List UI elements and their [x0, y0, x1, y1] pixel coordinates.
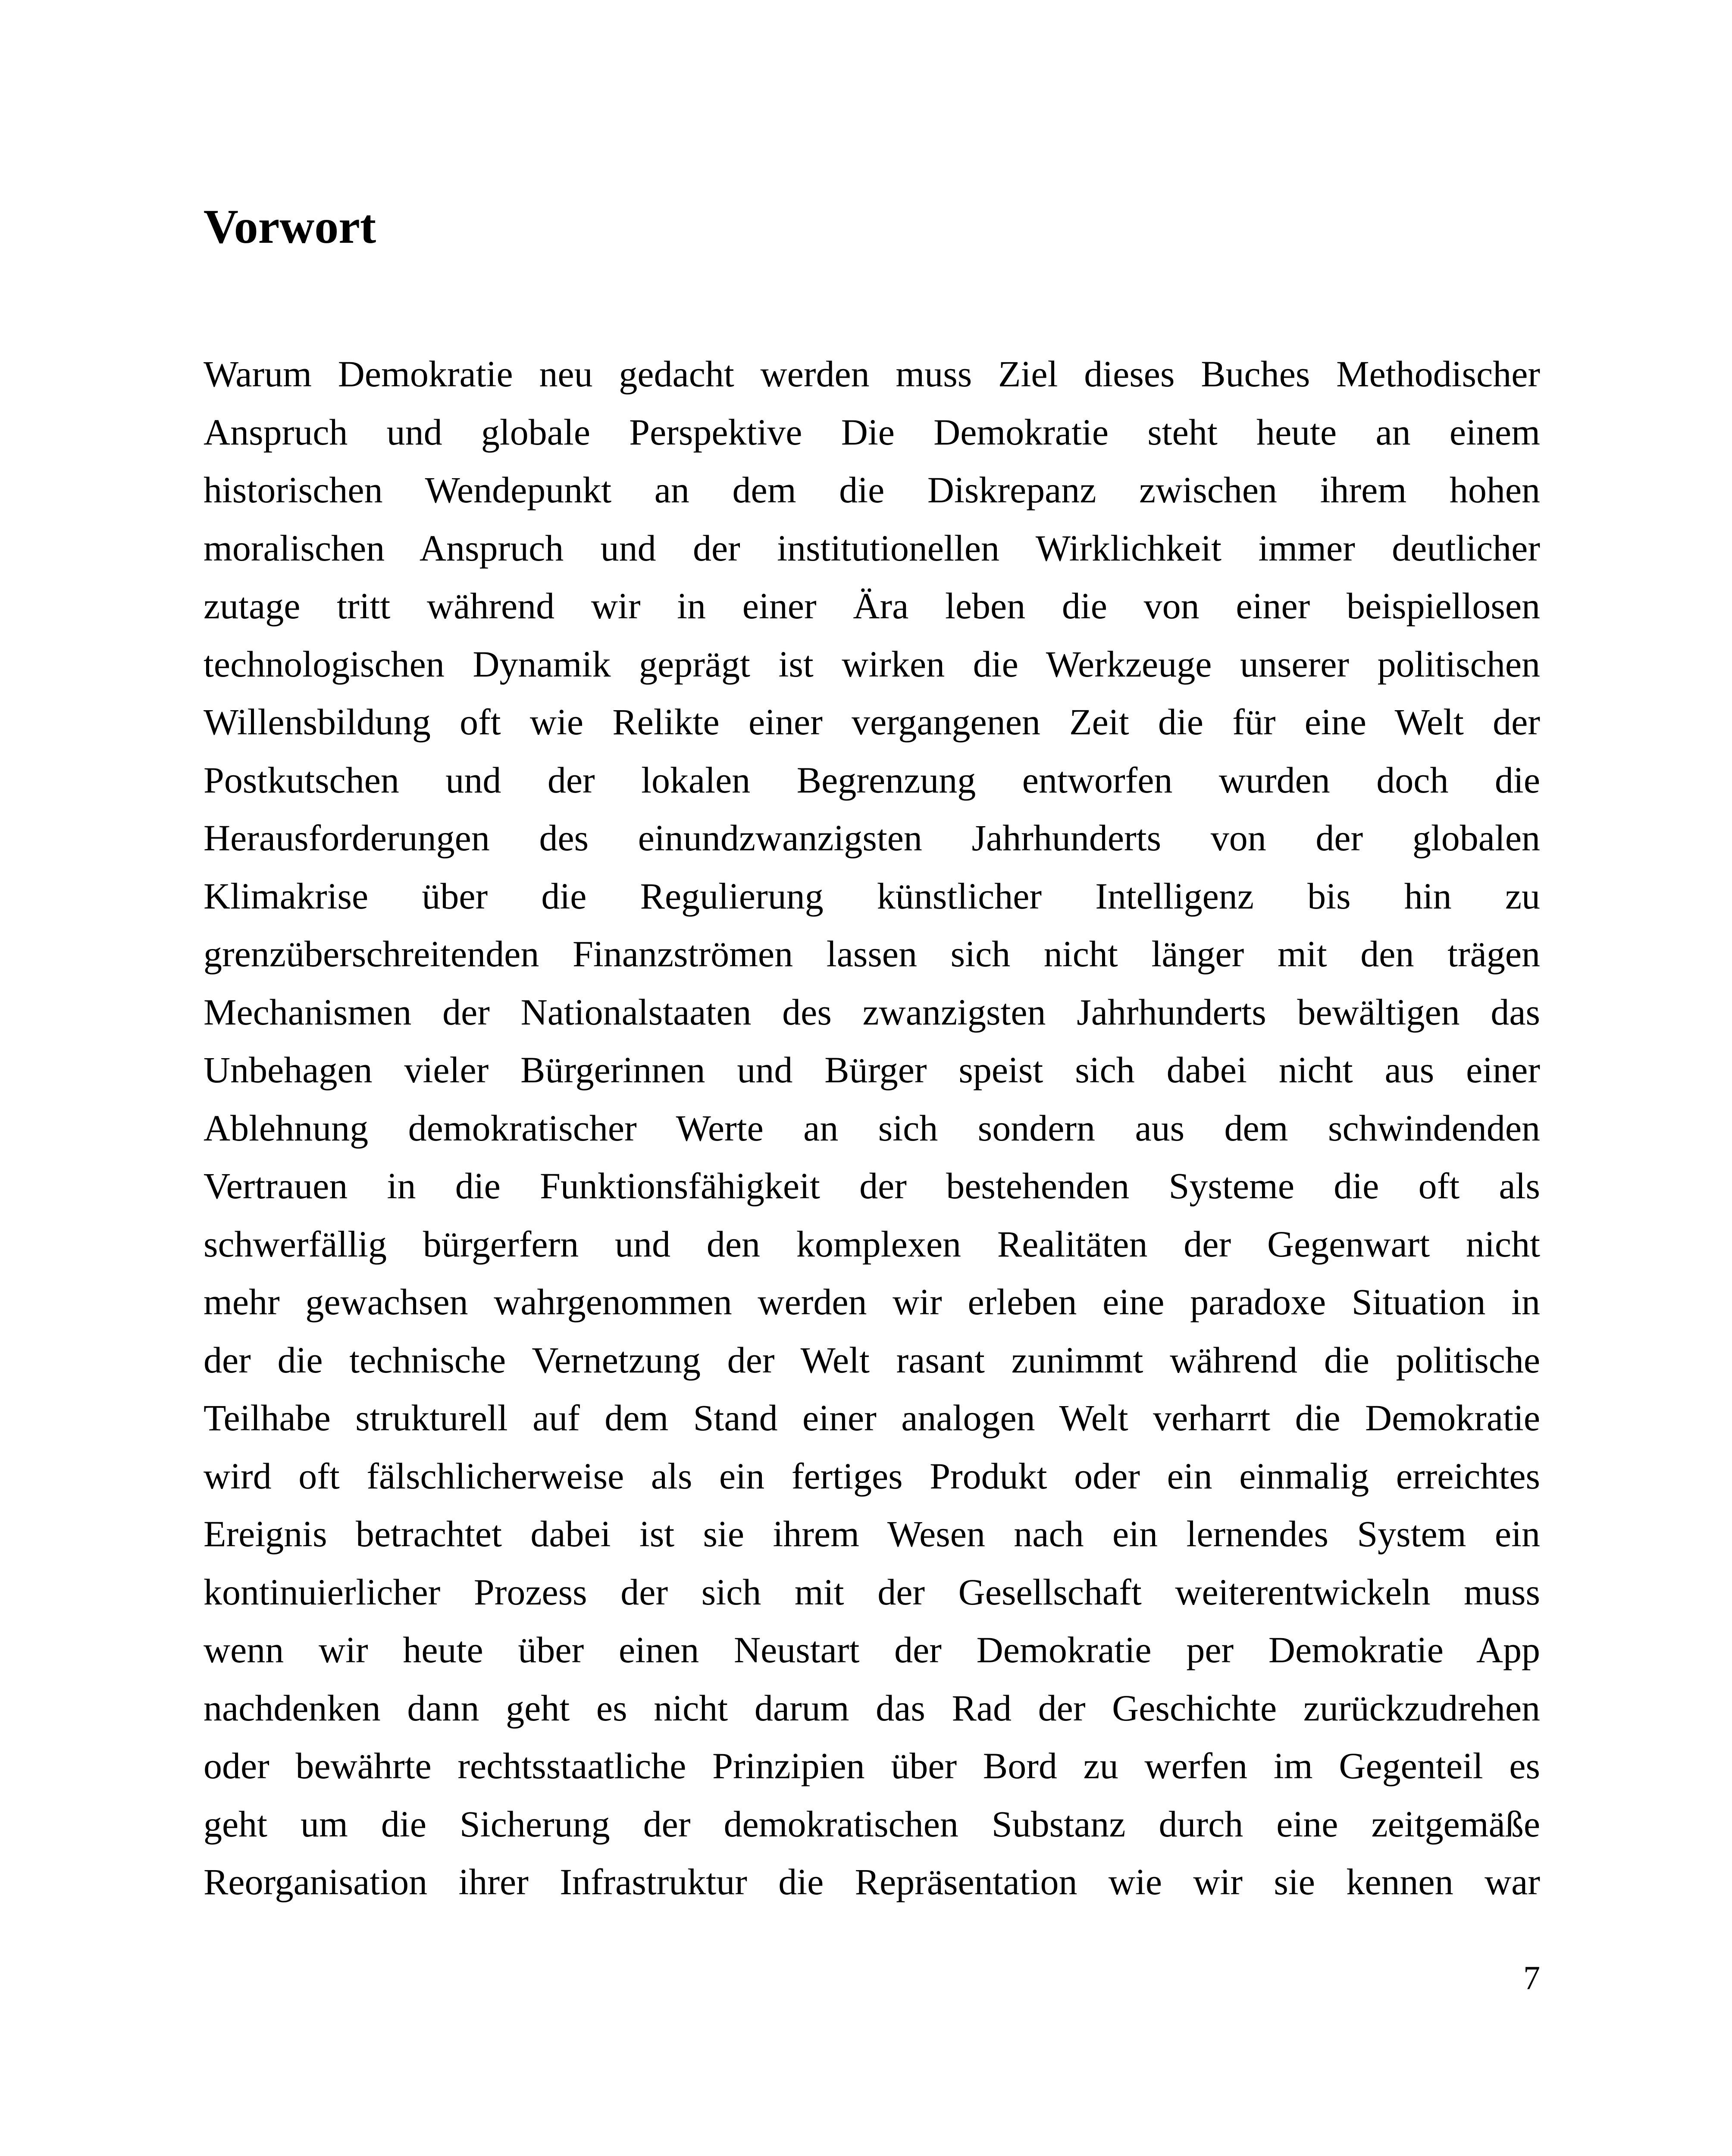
text-line: der die technische Vernetzung der Welt rasant zunimmt während die politische: [204, 1339, 1540, 1381]
text-line: nachdenken dann geht es nicht darum das Rad der Geschichte zurückzudrehen: [204, 1687, 1540, 1729]
text-line: Klimakrise über die Regulierung künstlicher Intelligenz bis hin zu: [204, 875, 1540, 917]
text-line: Teilhabe strukturell auf dem Stand einer analogen Welt verharrt die Demokratie: [204, 1397, 1540, 1438]
text-line: Willensbildung oft wie Relikte einer vergangenen Zeit die für eine Welt der: [204, 701, 1540, 743]
text-line: Ereignis betrachtet dabei ist sie ihrem Wesen nach ein lernendes System ein: [204, 1513, 1540, 1554]
text-line: schwerfällig bürgerfern und den komplexen Realitäten der Gegenwart nicht: [204, 1223, 1540, 1265]
text-line: Mechanismen der Nationalstaaten des zwanzigsten Jahrhunderts bewältigen das: [204, 991, 1540, 1033]
text-line: kontinuierlicher Prozess der sich mit der Gesellschaft weiterentwickeln muss: [204, 1571, 1540, 1613]
text-line: grenzüberschreitenden Finanzströmen lassen sich nicht länger mit den trägen: [204, 933, 1540, 975]
text-line: Herausforderungen des einundzwanzigsten Jahrhunderts von der globalen: [204, 817, 1540, 859]
text-line: wird oft fälschlicherweise als ein fertiges Produkt oder ein einmalig erreichtes: [204, 1455, 1540, 1497]
text-line: Ablehnung demokratischer Werte an sich sondern aus dem schwindenden: [204, 1107, 1540, 1149]
text-line: Postkutschen und der lokalen Begrenzung entworfen wurden doch die: [204, 759, 1540, 801]
text-line: geht um die Sicherung der demokratischen Substanz durch eine zeitgemäße: [204, 1803, 1540, 1845]
text-line: historischen Wendepunkt an dem die Diskrepanz zwischen ihrem hohen: [204, 469, 1540, 511]
text-line: mehr gewachsen wahrgenommen werden wir erleben eine paradoxe Situation in: [204, 1281, 1540, 1322]
text-line: Unbehagen vieler Bürgerinnen und Bürger speist sich dabei nicht aus einer: [204, 1049, 1540, 1091]
text-line: moralischen Anspruch und der institutionellen Wirklichkeit immer deutlicher: [204, 527, 1540, 569]
text-line: Warum Demokratie neu gedacht werden muss Ziel dieses Buches Methodischer: [204, 353, 1540, 395]
text-line: Vertrauen in die Funktionsfähigkeit der bestehenden Systeme die oft als: [204, 1165, 1540, 1206]
page-heading: Vorwort: [204, 200, 376, 254]
text-line: wenn wir heute über einen Neustart der Demokratie per Demokratie App: [204, 1629, 1540, 1670]
text-line: technologischen Dynamik geprägt ist wirken die Werkzeuge unserer politischen: [204, 643, 1540, 685]
body-paragraph: [204, 345, 1540, 1911]
text-line: zutage tritt während wir in einer Ära leben die von einer beispiellosen: [204, 585, 1540, 627]
page-number: 7: [1523, 1959, 1540, 1996]
text-line: Reorganisation ihrer Infrastruktur die Repräsentation wie wir sie kennen war: [204, 1861, 1540, 1902]
text-line: oder bewährte rechtsstaatliche Prinzipien über Bord zu werfen im Gegenteil es: [204, 1745, 1540, 1786]
text-line: Anspruch und globale Perspektive Die Demokratie steht heute an einem: [204, 411, 1540, 453]
